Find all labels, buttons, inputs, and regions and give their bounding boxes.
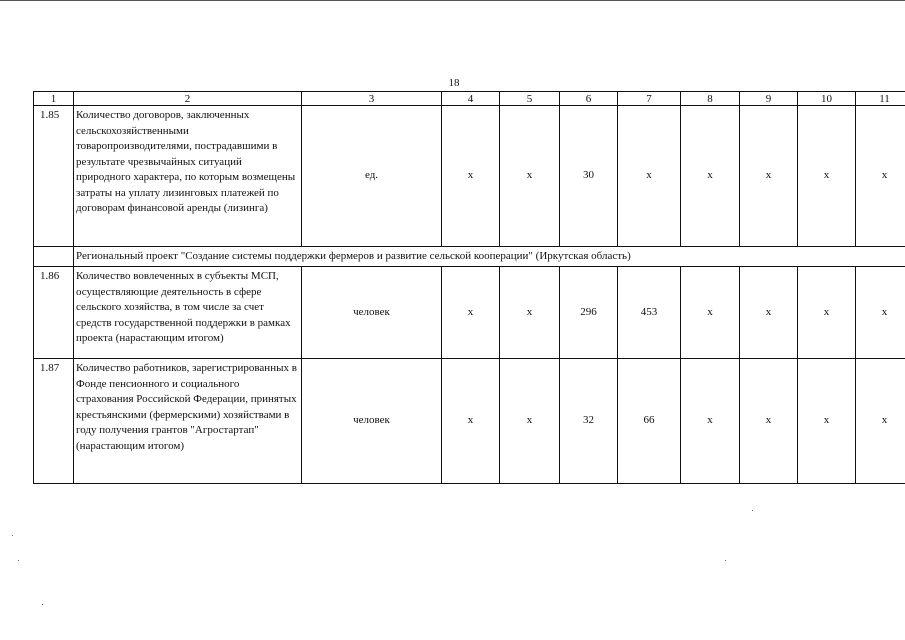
value-cell: x	[442, 267, 500, 359]
region-project-row	[34, 247, 905, 267]
column-header: 7	[618, 92, 681, 106]
value-cell: 453	[618, 267, 681, 359]
value-cell: x	[442, 106, 500, 247]
value-cell: x	[798, 267, 856, 359]
value-cell: x	[681, 267, 740, 359]
value-cell: x	[500, 359, 560, 484]
value-cell: x	[681, 359, 740, 484]
unit-cell: ед.	[302, 106, 442, 247]
table-row	[34, 267, 905, 359]
value-cell: x	[740, 359, 798, 484]
row-number	[34, 247, 74, 267]
page-number: 18	[448, 77, 460, 89]
indicator-name: Количество договоров, заключенных сельскохозяйственными товаропроизводителями, пострадавшими в результате чрезвычайных ситуаций природного характера, по которым возмещены затраты на уплату лизинговых платежей по договорам финансовой аренды (лизинга)	[74, 106, 302, 247]
value-cell: x	[618, 106, 681, 247]
value-cell: x	[798, 359, 856, 484]
value-cell: x	[500, 106, 560, 247]
row-number: 1.87	[34, 359, 74, 484]
value-cell: 296	[560, 267, 618, 359]
scan-speck	[18, 560, 19, 561]
column-header: 6	[560, 92, 618, 106]
indicator-name: Количество вовлеченных в субъекты МСП, осуществляющие деятельность в сфере сельского хозяйства, в том числе за счет средств государственной поддержки в рамках проекта (нарастающим итогом)	[74, 267, 302, 359]
column-header: 10	[798, 92, 856, 106]
scan-speck	[725, 560, 726, 561]
value-cell: 32	[560, 359, 618, 484]
indicator-name: Количество работников, зарегистрированных в Фонде пенсионного и социального страхования Российской Федерации, принятых крестьянскими (фермерскими) хозяйствами в году получения грантов "Агростартап" (нарастающим итогом)	[74, 359, 302, 484]
scan-speck	[752, 510, 753, 511]
value-cell: x	[500, 267, 560, 359]
table-row	[34, 106, 905, 247]
region-project-title: Региональный проект "Создание системы поддержки фермеров и развитие сельской кооперации" (Иркутская область)	[74, 247, 905, 267]
column-header: 5	[500, 92, 560, 106]
value-cell: x	[798, 106, 856, 247]
scan-speck	[12, 535, 13, 536]
value-cell: 66	[618, 359, 681, 484]
value-cell: x	[856, 359, 905, 484]
value-cell: x	[740, 267, 798, 359]
unit-cell: человек	[302, 359, 442, 484]
value-cell: x	[442, 359, 500, 484]
column-header: 3	[302, 92, 442, 106]
row-number: 1.86	[34, 267, 74, 359]
indicators-table	[33, 91, 905, 484]
column-number-row	[34, 92, 905, 106]
row-number: 1.85	[34, 106, 74, 247]
table-row	[34, 359, 905, 484]
value-cell: x	[856, 267, 905, 359]
value-cell: x	[681, 106, 740, 247]
column-header: 1	[34, 92, 74, 106]
value-cell: x	[740, 106, 798, 247]
column-header: 9	[740, 92, 798, 106]
column-header: 8	[681, 92, 740, 106]
column-header: 4	[442, 92, 500, 106]
unit-cell: человек	[302, 267, 442, 359]
column-header: 2	[74, 92, 302, 106]
column-header: 11	[856, 92, 905, 106]
value-cell: 30	[560, 106, 618, 247]
page-top-edge	[0, 0, 905, 1]
scan-speck	[42, 604, 43, 605]
value-cell: x	[856, 106, 905, 247]
